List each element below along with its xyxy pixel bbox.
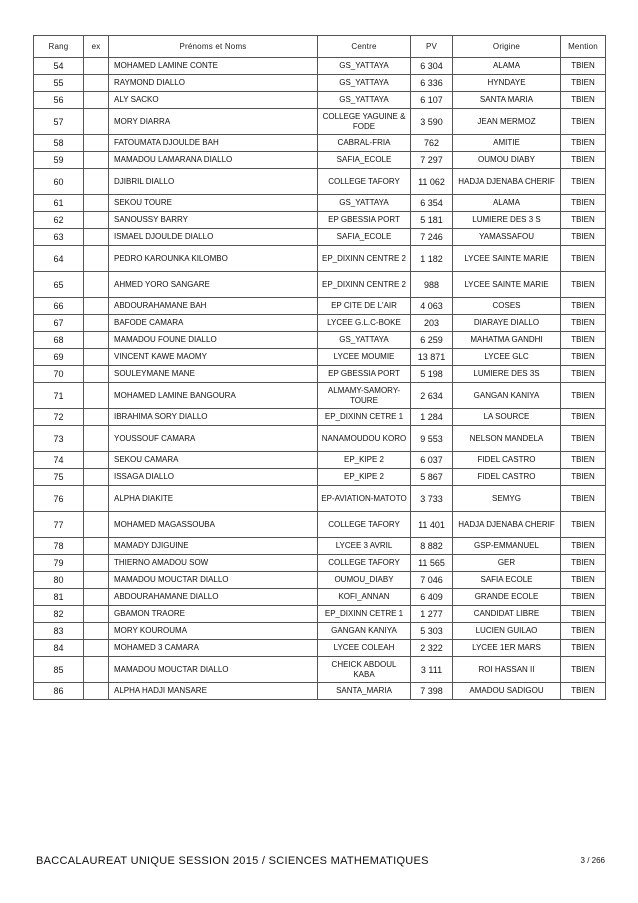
cell-mention: TBIEN [561, 383, 606, 409]
cell-name: ALPHA HADJI MANSARE [109, 683, 318, 700]
cell-rang: 75 [34, 469, 84, 486]
cell-name: MORY KOUROUMA [109, 623, 318, 640]
cell-pv: 11 565 [411, 555, 453, 572]
cell-ex [84, 349, 109, 366]
cell-centre: KOFI_ANNAN [318, 589, 411, 606]
cell-origine: NELSON MANDELA [453, 426, 561, 452]
header-ex: ex [84, 36, 109, 58]
cell-pv: 6 259 [411, 332, 453, 349]
cell-origine: COSES [453, 298, 561, 315]
cell-name: MAMADOU MOUCTAR DIALLO [109, 572, 318, 589]
table-row [34, 486, 606, 512]
cell-pv: 5 198 [411, 366, 453, 383]
cell-centre: EP_DIXINN CENTRE 2 [318, 272, 411, 298]
cell-pv: 6 037 [411, 452, 453, 469]
cell-ex [84, 366, 109, 383]
cell-mention: TBIEN [561, 58, 606, 75]
cell-ex [84, 272, 109, 298]
cell-centre: EP_DIXINN CENTRE 2 [318, 246, 411, 272]
cell-ex [84, 572, 109, 589]
cell-name: YOUSSOUF CAMARA [109, 426, 318, 452]
table-row [34, 409, 606, 426]
cell-name: MOHAMED 3 CAMARA [109, 640, 318, 657]
header-name: Prénoms et Noms [109, 36, 318, 58]
cell-centre: CHEICK ABDOUL KABA [318, 657, 411, 683]
cell-name: MOHAMED MAGASSOUBA [109, 512, 318, 538]
cell-mention: TBIEN [561, 315, 606, 332]
cell-mention: TBIEN [561, 169, 606, 195]
cell-rang: 61 [34, 195, 84, 212]
cell-rang: 82 [34, 606, 84, 623]
cell-name: GBAMON TRAORE [109, 606, 318, 623]
cell-centre: GS_YATTAYA [318, 58, 411, 75]
cell-name: THIERNO AMADOU SOW [109, 555, 318, 572]
table-row [34, 75, 606, 92]
cell-mention: TBIEN [561, 212, 606, 229]
cell-centre: CABRAL-FRIA [318, 135, 411, 152]
cell-origine: LYCEE 1ER MARS [453, 640, 561, 657]
cell-rang: 67 [34, 315, 84, 332]
cell-pv: 7 046 [411, 572, 453, 589]
cell-mention: TBIEN [561, 152, 606, 169]
cell-centre: EP_DIXINN CETRE 1 [318, 606, 411, 623]
cell-centre: ALMAMY-SAMORY-TOURE [318, 383, 411, 409]
cell-ex [84, 589, 109, 606]
cell-centre: COLLEGE YAGUINE & FODE [318, 109, 411, 135]
cell-mention: TBIEN [561, 75, 606, 92]
cell-origine: DIARAYE DIALLO [453, 315, 561, 332]
cell-pv: 762 [411, 135, 453, 152]
cell-centre: SAFIA_ECOLE [318, 152, 411, 169]
table-row [34, 246, 606, 272]
table-row [34, 426, 606, 452]
cell-pv: 203 [411, 315, 453, 332]
table-row [34, 452, 606, 469]
cell-mention: TBIEN [561, 409, 606, 426]
cell-pv: 8 882 [411, 538, 453, 555]
cell-mention: TBIEN [561, 469, 606, 486]
cell-rang: 74 [34, 452, 84, 469]
table-row [34, 623, 606, 640]
cell-ex [84, 152, 109, 169]
cell-pv: 6 336 [411, 75, 453, 92]
cell-rang: 81 [34, 589, 84, 606]
table-row [34, 212, 606, 229]
cell-origine: ALAMA [453, 195, 561, 212]
cell-rang: 64 [34, 246, 84, 272]
table-row [34, 572, 606, 589]
cell-name: MAMADOU MOUCTAR DIALLO [109, 657, 318, 683]
cell-rang: 83 [34, 623, 84, 640]
cell-rang: 71 [34, 383, 84, 409]
cell-ex [84, 555, 109, 572]
cell-mention: TBIEN [561, 606, 606, 623]
cell-ex [84, 246, 109, 272]
cell-ex [84, 109, 109, 135]
cell-rang: 85 [34, 657, 84, 683]
cell-centre: EP GBESSIA PORT [318, 366, 411, 383]
header-mention: Mention [561, 36, 606, 58]
cell-ex [84, 452, 109, 469]
cell-pv: 3 111 [411, 657, 453, 683]
table-row [34, 315, 606, 332]
cell-centre: LYCEE COLEAH [318, 640, 411, 657]
cell-mention: TBIEN [561, 366, 606, 383]
header-pv: PV [411, 36, 453, 58]
cell-origine: ROI HASSAN II [453, 657, 561, 683]
cell-mention: TBIEN [561, 109, 606, 135]
cell-origine: LUMIERE DES 3 S [453, 212, 561, 229]
table-row [34, 469, 606, 486]
cell-name: SOULEYMANE MANE [109, 366, 318, 383]
cell-ex [84, 640, 109, 657]
cell-name: SANOUSSY BARRY [109, 212, 318, 229]
header-origine: Origine [453, 36, 561, 58]
cell-centre: EP_KIPE 2 [318, 452, 411, 469]
cell-rang: 59 [34, 152, 84, 169]
cell-mention: TBIEN [561, 332, 606, 349]
cell-rang: 66 [34, 298, 84, 315]
cell-ex [84, 469, 109, 486]
cell-ex [84, 298, 109, 315]
cell-pv: 6 409 [411, 589, 453, 606]
cell-name: MAMADY DJIGUINE [109, 538, 318, 555]
cell-ex [84, 212, 109, 229]
cell-ex [84, 75, 109, 92]
header-rang: Rang [34, 36, 84, 58]
cell-pv: 9 553 [411, 426, 453, 452]
cell-mention: TBIEN [561, 555, 606, 572]
cell-origine: JEAN MERMOZ [453, 109, 561, 135]
cell-ex [84, 229, 109, 246]
cell-centre: EP GBESSIA PORT [318, 212, 411, 229]
cell-centre: GANGAN KANIYA [318, 623, 411, 640]
cell-name: ALPHA DIAKITE [109, 486, 318, 512]
cell-mention: TBIEN [561, 512, 606, 538]
cell-centre: SAFIA_ECOLE [318, 229, 411, 246]
cell-centre: EP CITE DE L'AIR [318, 298, 411, 315]
cell-rang: 73 [34, 426, 84, 452]
cell-name: AHMED YORO SANGARE [109, 272, 318, 298]
cell-pv: 2 634 [411, 383, 453, 409]
cell-name: ABDOURAHAMANE DIALLO [109, 589, 318, 606]
page-number: 3 / 266 [580, 856, 605, 865]
cell-name: SEKOU CAMARA [109, 452, 318, 469]
table-row [34, 152, 606, 169]
cell-ex [84, 315, 109, 332]
cell-pv: 6 354 [411, 195, 453, 212]
cell-rang: 76 [34, 486, 84, 512]
table-row [34, 92, 606, 109]
table-row [34, 512, 606, 538]
table-row [34, 109, 606, 135]
cell-pv: 1 182 [411, 246, 453, 272]
cell-name: ABDOURAHAMANE BAH [109, 298, 318, 315]
table-row [34, 589, 606, 606]
cell-centre: SANTA_MARIA [318, 683, 411, 700]
cell-mention: TBIEN [561, 349, 606, 366]
cell-pv: 3 733 [411, 486, 453, 512]
cell-origine: LYCEE SAINTE MARIE [453, 246, 561, 272]
cell-rang: 57 [34, 109, 84, 135]
cell-mention: TBIEN [561, 538, 606, 555]
cell-ex [84, 58, 109, 75]
cell-origine: MAHATMA GANDHI [453, 332, 561, 349]
cell-pv: 4 063 [411, 298, 453, 315]
table-row [34, 657, 606, 683]
cell-rang: 70 [34, 366, 84, 383]
footer-title: BACCALAUREAT UNIQUE SESSION 2015 / SCIENCES MATHEMATIQUES [36, 855, 429, 867]
cell-centre: EP_DIXINN CETRE 1 [318, 409, 411, 426]
cell-rang: 58 [34, 135, 84, 152]
cell-origine: GSP-EMMANUEL [453, 538, 561, 555]
cell-origine: ALAMA [453, 58, 561, 75]
cell-pv: 3 590 [411, 109, 453, 135]
cell-centre: COLLEGE TAFORY [318, 512, 411, 538]
cell-rang: 77 [34, 512, 84, 538]
cell-pv: 5 303 [411, 623, 453, 640]
cell-origine: AMITIE [453, 135, 561, 152]
cell-origine: AMADOU SADIGOU [453, 683, 561, 700]
table-row [34, 272, 606, 298]
cell-rang: 63 [34, 229, 84, 246]
cell-name: FATOUMATA DJOULDE BAH [109, 135, 318, 152]
cell-rang: 78 [34, 538, 84, 555]
cell-rang: 56 [34, 92, 84, 109]
cell-pv: 7 398 [411, 683, 453, 700]
cell-ex [84, 169, 109, 195]
cell-centre: EP-AVIATION-MATOTO [318, 486, 411, 512]
table-row [34, 169, 606, 195]
cell-centre: GS_YATTAYA [318, 332, 411, 349]
cell-centre: LYCEE 3 AVRIL [318, 538, 411, 555]
cell-ex [84, 332, 109, 349]
cell-mention: TBIEN [561, 135, 606, 152]
cell-ex [84, 383, 109, 409]
header-centre: Centre [318, 36, 411, 58]
cell-origine: LYCEE SAINTE MARIE [453, 272, 561, 298]
cell-ex [84, 92, 109, 109]
cell-origine: LUCIEN GUILAO [453, 623, 561, 640]
cell-ex [84, 195, 109, 212]
cell-name: MAMADOU FOUNE DIALLO [109, 332, 318, 349]
table-body [34, 58, 606, 700]
cell-origine: GRANDE ECOLE [453, 589, 561, 606]
cell-pv: 7 246 [411, 229, 453, 246]
cell-name: MOHAMED LAMINE BANGOURA [109, 383, 318, 409]
cell-mention: TBIEN [561, 452, 606, 469]
cell-ex [84, 409, 109, 426]
cell-mention: TBIEN [561, 195, 606, 212]
cell-mention: TBIEN [561, 486, 606, 512]
cell-ex [84, 135, 109, 152]
cell-pv: 988 [411, 272, 453, 298]
cell-mention: TBIEN [561, 229, 606, 246]
cell-origine: HYNDAYE [453, 75, 561, 92]
cell-centre: LYCEE G.L.C-BOKE [318, 315, 411, 332]
cell-mention: TBIEN [561, 683, 606, 700]
cell-name: SEKOU TOURE [109, 195, 318, 212]
cell-name: ALY SACKO [109, 92, 318, 109]
table-row [34, 58, 606, 75]
table-row [34, 195, 606, 212]
cell-name: VINCENT KAWE MAOMY [109, 349, 318, 366]
cell-origine: HADJA DJENABA CHERIF [453, 512, 561, 538]
cell-name: DJIBRIL DIALLO [109, 169, 318, 195]
cell-pv: 11 401 [411, 512, 453, 538]
cell-origine: LYCEE GLC [453, 349, 561, 366]
cell-rang: 55 [34, 75, 84, 92]
cell-centre: COLLEGE TAFORY [318, 169, 411, 195]
cell-origine: SANTA MARIA [453, 92, 561, 109]
cell-origine: HADJA DJENABA CHERIF [453, 169, 561, 195]
cell-pv: 2 322 [411, 640, 453, 657]
cell-ex [84, 512, 109, 538]
cell-pv: 11 062 [411, 169, 453, 195]
table-row [34, 298, 606, 315]
table-row [34, 135, 606, 152]
cell-centre: GS_YATTAYA [318, 195, 411, 212]
cell-centre: GS_YATTAYA [318, 75, 411, 92]
cell-centre: NANAMOUDOU KORO [318, 426, 411, 452]
table-row [34, 349, 606, 366]
cell-ex [84, 538, 109, 555]
cell-mention: TBIEN [561, 426, 606, 452]
table-row [34, 555, 606, 572]
table-row [34, 332, 606, 349]
table-row [34, 640, 606, 657]
cell-name: RAYMOND DIALLO [109, 75, 318, 92]
cell-mention: TBIEN [561, 272, 606, 298]
table-row [34, 366, 606, 383]
cell-mention: TBIEN [561, 623, 606, 640]
cell-pv: 7 297 [411, 152, 453, 169]
cell-centre: GS_YATTAYA [318, 92, 411, 109]
cell-ex [84, 683, 109, 700]
cell-origine: LUMIERE DES 3S [453, 366, 561, 383]
cell-mention: TBIEN [561, 298, 606, 315]
cell-mention: TBIEN [561, 640, 606, 657]
page-footer [33, 855, 605, 869]
cell-rang: 79 [34, 555, 84, 572]
cell-rang: 69 [34, 349, 84, 366]
cell-mention: TBIEN [561, 589, 606, 606]
cell-pv: 1 284 [411, 409, 453, 426]
cell-name: MOHAMED LAMINE CONTE [109, 58, 318, 75]
cell-origine: LA SOURCE [453, 409, 561, 426]
cell-pv: 5 867 [411, 469, 453, 486]
cell-rang: 72 [34, 409, 84, 426]
cell-rang: 80 [34, 572, 84, 589]
cell-ex [84, 426, 109, 452]
cell-centre: LYCEE MOUMIE [318, 349, 411, 366]
cell-pv: 13 871 [411, 349, 453, 366]
cell-pv: 1 277 [411, 606, 453, 623]
cell-ex [84, 486, 109, 512]
cell-origine: SAFIA ECOLE [453, 572, 561, 589]
cell-rang: 60 [34, 169, 84, 195]
cell-mention: TBIEN [561, 92, 606, 109]
cell-name: ISSAGA DIALLO [109, 469, 318, 486]
table-row [34, 606, 606, 623]
cell-rang: 54 [34, 58, 84, 75]
cell-origine: GER [453, 555, 561, 572]
cell-centre: OUMOU_DIABY [318, 572, 411, 589]
cell-name: ISMAEL DJOULDE DIALLO [109, 229, 318, 246]
cell-pv: 6 304 [411, 58, 453, 75]
cell-pv: 6 107 [411, 92, 453, 109]
cell-pv: 5 181 [411, 212, 453, 229]
cell-ex [84, 606, 109, 623]
cell-origine: FIDEL CASTRO [453, 469, 561, 486]
cell-name: PEDRO KAROUNKA KILOMBO [109, 246, 318, 272]
cell-origine: SEMYG [453, 486, 561, 512]
table-row [34, 383, 606, 409]
cell-origine: OUMOU DIABY [453, 152, 561, 169]
cell-origine: CANDIDAT LIBRE [453, 606, 561, 623]
cell-origine: FIDEL CASTRO [453, 452, 561, 469]
cell-rang: 84 [34, 640, 84, 657]
cell-name: MORY DIARRA [109, 109, 318, 135]
cell-rang: 68 [34, 332, 84, 349]
cell-name: IBRAHIMA SORY DIALLO [109, 409, 318, 426]
cell-centre: COLLEGE TAFORY [318, 555, 411, 572]
cell-centre: EP_KIPE 2 [318, 469, 411, 486]
table-header-row [34, 36, 606, 58]
table-row [34, 683, 606, 700]
cell-name: BAFODE CAMARA [109, 315, 318, 332]
cell-mention: TBIEN [561, 657, 606, 683]
table-row [34, 538, 606, 555]
cell-rang: 86 [34, 683, 84, 700]
cell-rang: 65 [34, 272, 84, 298]
cell-rang: 62 [34, 212, 84, 229]
cell-mention: TBIEN [561, 246, 606, 272]
cell-origine: YAMASSAFOU [453, 229, 561, 246]
table-row [34, 229, 606, 246]
results-table [33, 35, 606, 700]
cell-name: MAMADOU LAMARANA DIALLO [109, 152, 318, 169]
cell-ex [84, 623, 109, 640]
cell-origine: GANGAN KANIYA [453, 383, 561, 409]
cell-ex [84, 657, 109, 683]
cell-mention: TBIEN [561, 572, 606, 589]
